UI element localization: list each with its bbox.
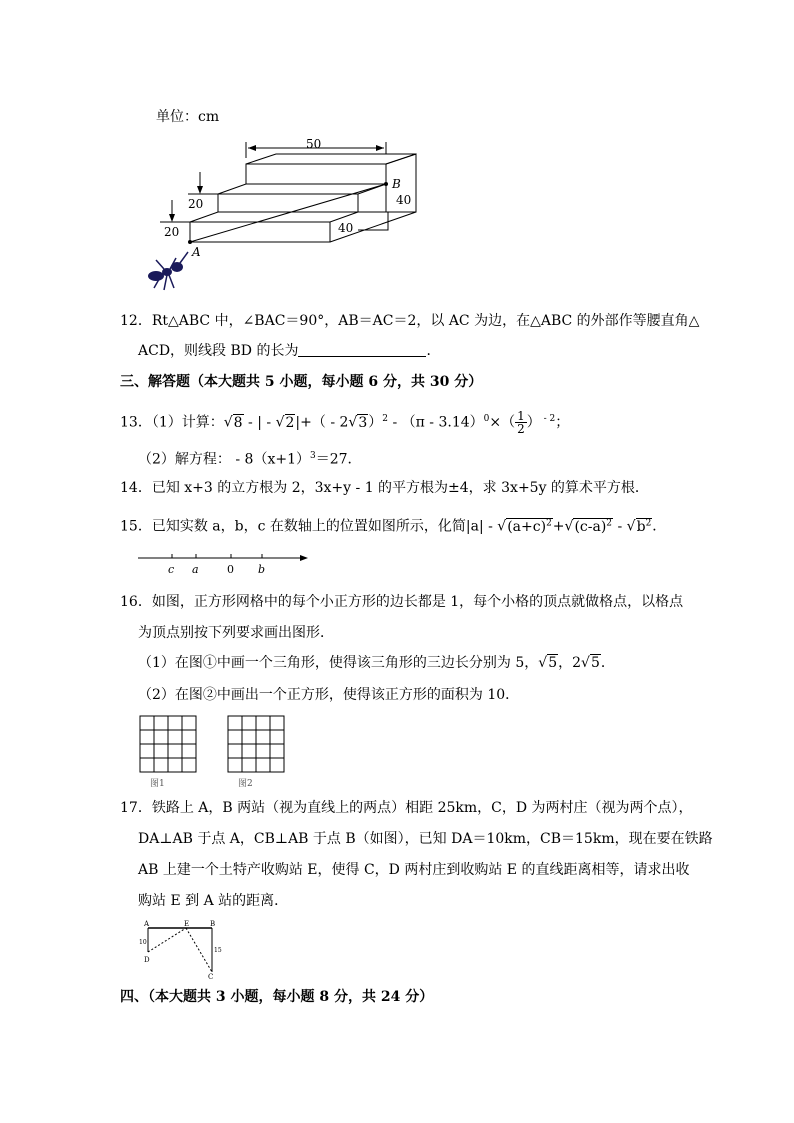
section-4-title: 四、（本大题共 3 小题，每小题 8 分，共 24 分） [120,989,434,1005]
fig-label-e: E [184,920,190,928]
axis-label-b: b [258,563,266,576]
fig-label-cb: 15 [214,947,222,954]
fig-label-d: D [144,956,150,964]
q17-line3: AB 上建一个土特产收购站 E，使得 C，D 两村庄到收购站 E 的直线距离相等，请求出收 [138,862,690,878]
q12-line2: ACD，则线段 BD 的长为 ． [138,343,441,359]
q15: 15．已知实数 a，b，c 在数轴上的位置如图所示，化简$|a| - √(a+c)^2+√(c-a)^2 - √b^2$． [120,518,667,535]
dim-50-label: 50 [306,137,322,151]
fig-label-a: A [144,920,150,928]
grid-figures [138,714,298,790]
q17-line2: DA⊥AB 于点 A，CB⊥AB 于点 B（如图），已知 DA＝10km，CB＝15km，现在要在铁路 [138,831,713,847]
q17-line4: 购站 E 到 A 站的距离． [138,893,289,909]
q16-part2: （2）在图②中画出一个正方形，使得该正方形的面积为 10． [138,687,520,703]
point-a-label: A [192,245,201,259]
fig-label-da: 10 [139,939,147,946]
q16-line2: 为顶点别按下列要求画出图形． [138,625,334,641]
dim-20-label-1: 20 [188,197,204,211]
fig-label-c: C [208,973,214,980]
axis-label-c: c [168,563,175,576]
section-3-title: 三、解答题（本大题共 5 小题，每小题 6 分，共 30 分） [120,374,483,390]
ant-icon [148,252,188,290]
fraction-half: $\frac{1}{2}$ [517,409,525,437]
q13-part2: （2）解方程： - $8(x+1)^3=27$． [138,451,362,468]
q17-line1: 17．铁路上 A，B 两站（视为直线上的两点）相距 25km，C，D 为两村庄（视为两个点）， [120,800,693,816]
stairs-figure [140,130,440,300]
grid-2 [228,716,284,772]
axis-label-a: a [192,563,199,576]
dim-20-label-2: 20 [164,225,180,239]
q13-part1: 13．（1）计算：√8 - | - √2|+（ - 2√3）$^2$ - （π - 3.14）$^0$×（ $\frac{1}{2}$ ） $^{- 2}$； [120,409,570,437]
fig-label-b: B [210,920,216,928]
dim-40-label-2: 40 [338,221,354,235]
answer-blank[interactable] [298,342,426,357]
railway-figure [138,918,228,980]
q16-line1: 16．如图，正方形网格中的每个小正方形的边长都是 1，每个小格的顶点就做格点，以格点 [120,594,684,610]
grid1-caption: 图1 [150,779,165,789]
grid2-caption: 图2 [238,779,253,789]
q12-line1: 12．Rt△ABC 中，∠BAC＝90°，AB＝AC＝2，以 AC 为边，在△ABC 的外部作等腰直角△ [120,313,700,329]
number-line [136,548,316,576]
point-b-label: B [392,177,401,191]
unit-label: 单位：cm [156,109,220,125]
q14: 14．已知 x+3 的立方根为 2，3x+y - 1 的平方根为±4，求 3x+5y 的算术平方根． [120,480,649,496]
grid-1 [140,716,196,772]
axis-label-0: 0 [227,563,234,576]
dim-40-label-1: 40 [396,193,412,207]
q16-part1: （1）在图①中画一个三角形，使得该三角形的三边长分别为 5，√5，2√5． [138,655,615,671]
